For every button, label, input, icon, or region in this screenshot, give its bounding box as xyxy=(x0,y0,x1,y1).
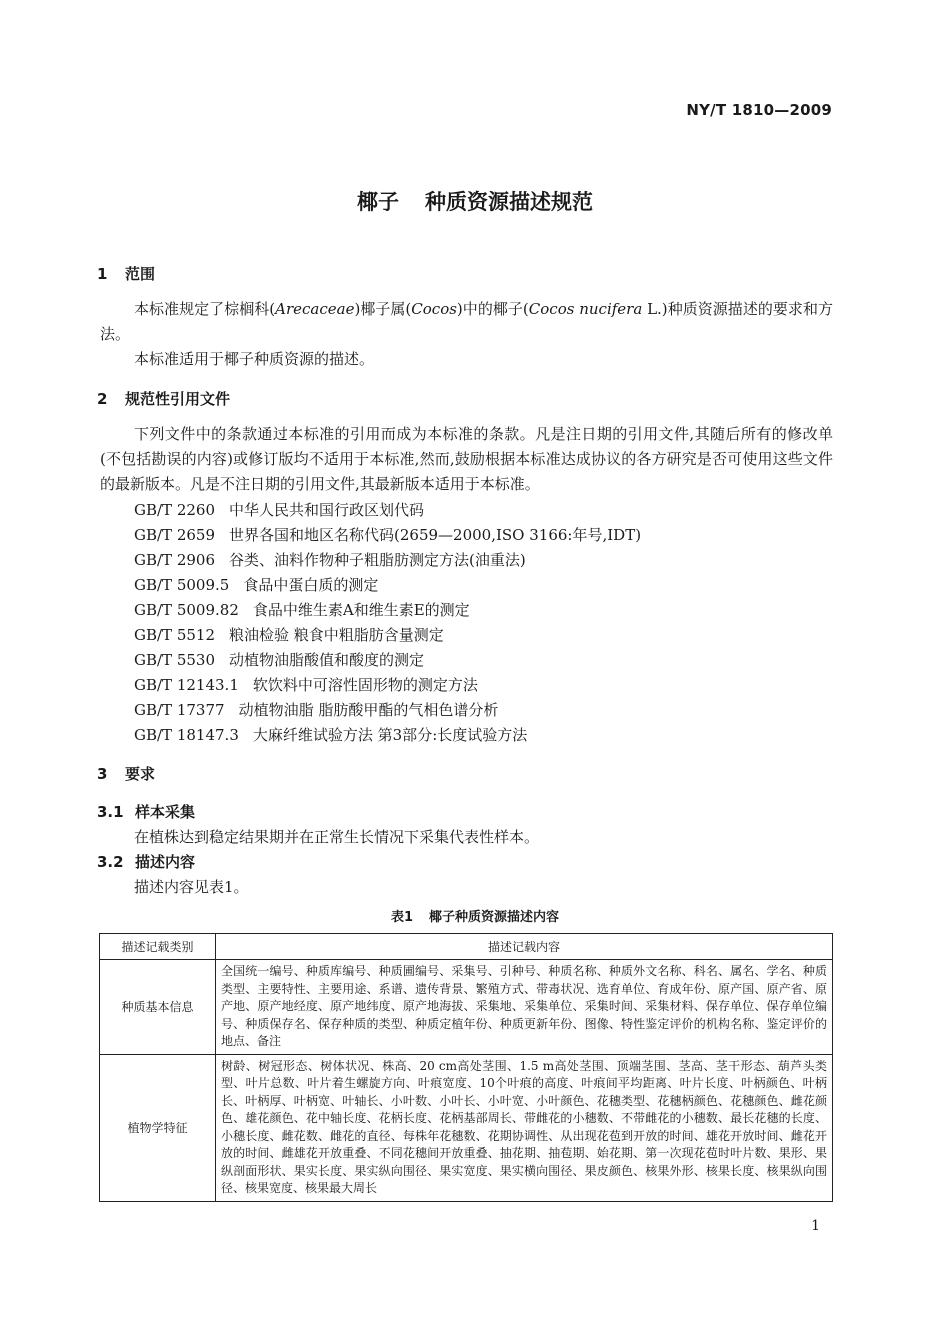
reference-item xyxy=(134,674,478,695)
scope-paragraph-1 xyxy=(100,297,833,347)
table-title: 椰子种质资源描述内容 xyxy=(429,910,560,925)
reference-title: 动植物油脂酸值和酸度的测定 xyxy=(229,651,425,669)
section-number: 3 xyxy=(97,765,108,783)
reference-item xyxy=(134,624,444,645)
reference-item xyxy=(134,574,378,595)
subsection-3-2-text: 描述内容见表1。 xyxy=(134,878,249,896)
reference-title: 软饮料中可溶性固形物的测定方法 xyxy=(252,676,478,694)
content-cell: 树龄、树冠形态、树体状况、株高、20 cm高处茎围、1.5 m高处茎围、顶端茎围、茎高、茎干形态、葫芦头类型、叶片总数、叶片着生螺旋方向、叶痕宽度、10个叶痕的高度、叶痕间平均距离、叶片长度、叶柄颜色、叶柄长、叶柄厚、叶柄宽、叶轴长、小叶数、小叶长、小叶宽、小叶颜色、花穗类型、花穗柄颜色、花穗颜色、雌花颜色、雄花颜色、花中轴长度、花柄长度、花柄基部周长、带雌花的小穗数、不带雌花的小穗数、最长花穗的长度、小穗长度、雌花数、雌花的直径、每株年花穗数、花期协调性、从出现花苞到开放的时间、雄花开放时间、雌花开放的时间、雌雄花开放重叠、不同花穗间开放重叠、抽花期、抽苞期、始花期、第一次现花苞时叶片数、果形、果纵剖面形状、果实长度、果实纵向围径、果实宽度、果实横向围径、果皮颜色、核果外形、核果长度、核果纵向围径、核果宽度、核果最大周长 xyxy=(216,1054,833,1201)
section-2-heading xyxy=(97,388,230,409)
section-title: 要求 xyxy=(125,765,156,783)
section-1-heading xyxy=(97,263,155,284)
reference-item xyxy=(134,724,527,745)
reference-item xyxy=(134,549,526,570)
reference-item xyxy=(134,599,470,620)
table-row xyxy=(100,1054,833,1201)
subsection-title: 描述内容 xyxy=(135,853,196,871)
column-header-content: 描述记载内容 xyxy=(216,934,833,960)
title-part-2: 种质资源描述规范 xyxy=(425,190,593,214)
reference-code: GB/T 2906 xyxy=(134,551,216,569)
document-title xyxy=(0,186,950,216)
title-part-1: 椰子 xyxy=(357,190,399,214)
reference-title: 动植物油脂 脂肪酸甲酯的气相色谱分析 xyxy=(238,701,499,719)
reference-title: 大麻纤维试验方法 第3部分:长度试验方法 xyxy=(252,726,528,744)
reference-title: 食品中维生素A和维生素E的测定 xyxy=(252,601,470,619)
references-intro: 下列文件中的条款通过本标准的引用而成为本标准的条款。凡是注日期的引用文件,其随后所有的修改单(不包括勘误的内容)或修订版均不适用于本标准,然而,鼓励根据本标准达成协议的各方研究是否可使用这些文件的最新版本。凡是不注日期的引用文件,其最新版本适用于本标准。 xyxy=(100,425,833,493)
page-number: 1 xyxy=(811,1218,820,1234)
subsection-number: 3.1 xyxy=(97,803,124,821)
reference-code: GB/T 18147.3 xyxy=(134,726,239,744)
reference-title: 中华人民共和国行政区划代码 xyxy=(229,501,425,519)
reference-code: GB/T 5530 xyxy=(134,651,216,669)
content-cell: 全国统一编号、种质库编号、种质圃编号、采集号、引种号、种质名称、种质外文名称、科名、属名、学名、种质类型、主要特性、主要用途、系谱、遗传背景、繁殖方式、带毒状况、选育单位、育成年份、原产国、原产省、原产地、原产地经度、原产地纬度、原产地海拔、采集地、采集单位、采集时间、采集材料、保存单位、保存单位编号、种质保存名、保存种质的类型、种质定植年份、种质更新年份、图像、特性鉴定评价的机构名称、鉴定评价的地点、备注 xyxy=(216,960,833,1055)
standard-code: NY/T 1810—2009 xyxy=(686,101,832,119)
reference-code: GB/T 5512 xyxy=(134,626,216,644)
reference-item xyxy=(134,699,498,720)
category-cell: 植物学特征 xyxy=(100,1054,216,1201)
text-run: 本标准规定了棕榈科( xyxy=(134,300,276,318)
reference-title: 粮油检验 粮食中粗脂肪含量测定 xyxy=(229,626,444,644)
table-caption xyxy=(0,906,950,925)
table-number: 表1 xyxy=(390,910,414,925)
category-cell: 种质基本信息 xyxy=(100,960,216,1055)
table-row xyxy=(100,960,833,1055)
section-number: 2 xyxy=(97,390,108,408)
section-title: 范围 xyxy=(125,265,156,283)
subsection-3-1-heading xyxy=(97,801,195,822)
reference-title: 食品中蛋白质的测定 xyxy=(243,576,379,594)
text-run: L.)种质资源描述的要求和方法。 xyxy=(100,300,833,343)
section-number: 1 xyxy=(97,265,108,283)
column-header-category: 描述记载类别 xyxy=(100,934,216,960)
subsection-3-1-text: 在植株达到稳定结果期并在正常生长情况下采集代表性样本。 xyxy=(134,828,540,846)
reference-code: GB/T 5009.5 xyxy=(134,576,230,594)
reference-title: 谷类、油料作物种子粗脂肪测定方法(油重法) xyxy=(229,551,526,569)
subsection-number: 3.2 xyxy=(97,853,124,871)
reference-item xyxy=(134,499,424,520)
scope-paragraph-2: 本标准适用于椰子种质资源的描述。 xyxy=(134,350,375,368)
reference-code: GB/T 17377 xyxy=(134,701,225,719)
reference-code: GB/T 5009.82 xyxy=(134,601,239,619)
latin-species-name: Cocos nucifera xyxy=(528,300,643,318)
text-run: )椰子属( xyxy=(354,300,412,318)
latin-genus-name: Cocos xyxy=(411,300,457,318)
reference-code: GB/T 2260 xyxy=(134,501,216,519)
description-table xyxy=(99,933,833,1202)
reference-item xyxy=(134,649,424,670)
table-header-row xyxy=(100,934,833,960)
reference-code: GB/T 12143.1 xyxy=(134,676,239,694)
subsection-3-2-heading xyxy=(97,851,195,872)
reference-item xyxy=(134,524,641,545)
reference-title: 世界各国和地区名称代码(2659—2000,ISO 3166:年号,IDT) xyxy=(229,526,642,544)
subsection-title: 样本采集 xyxy=(135,803,196,821)
section-title: 规范性引用文件 xyxy=(125,390,231,408)
section-3-heading xyxy=(97,763,155,784)
text-run: )中的椰子( xyxy=(456,300,529,318)
reference-code: GB/T 2659 xyxy=(134,526,216,544)
latin-family-name: Arecaceae xyxy=(275,300,355,318)
